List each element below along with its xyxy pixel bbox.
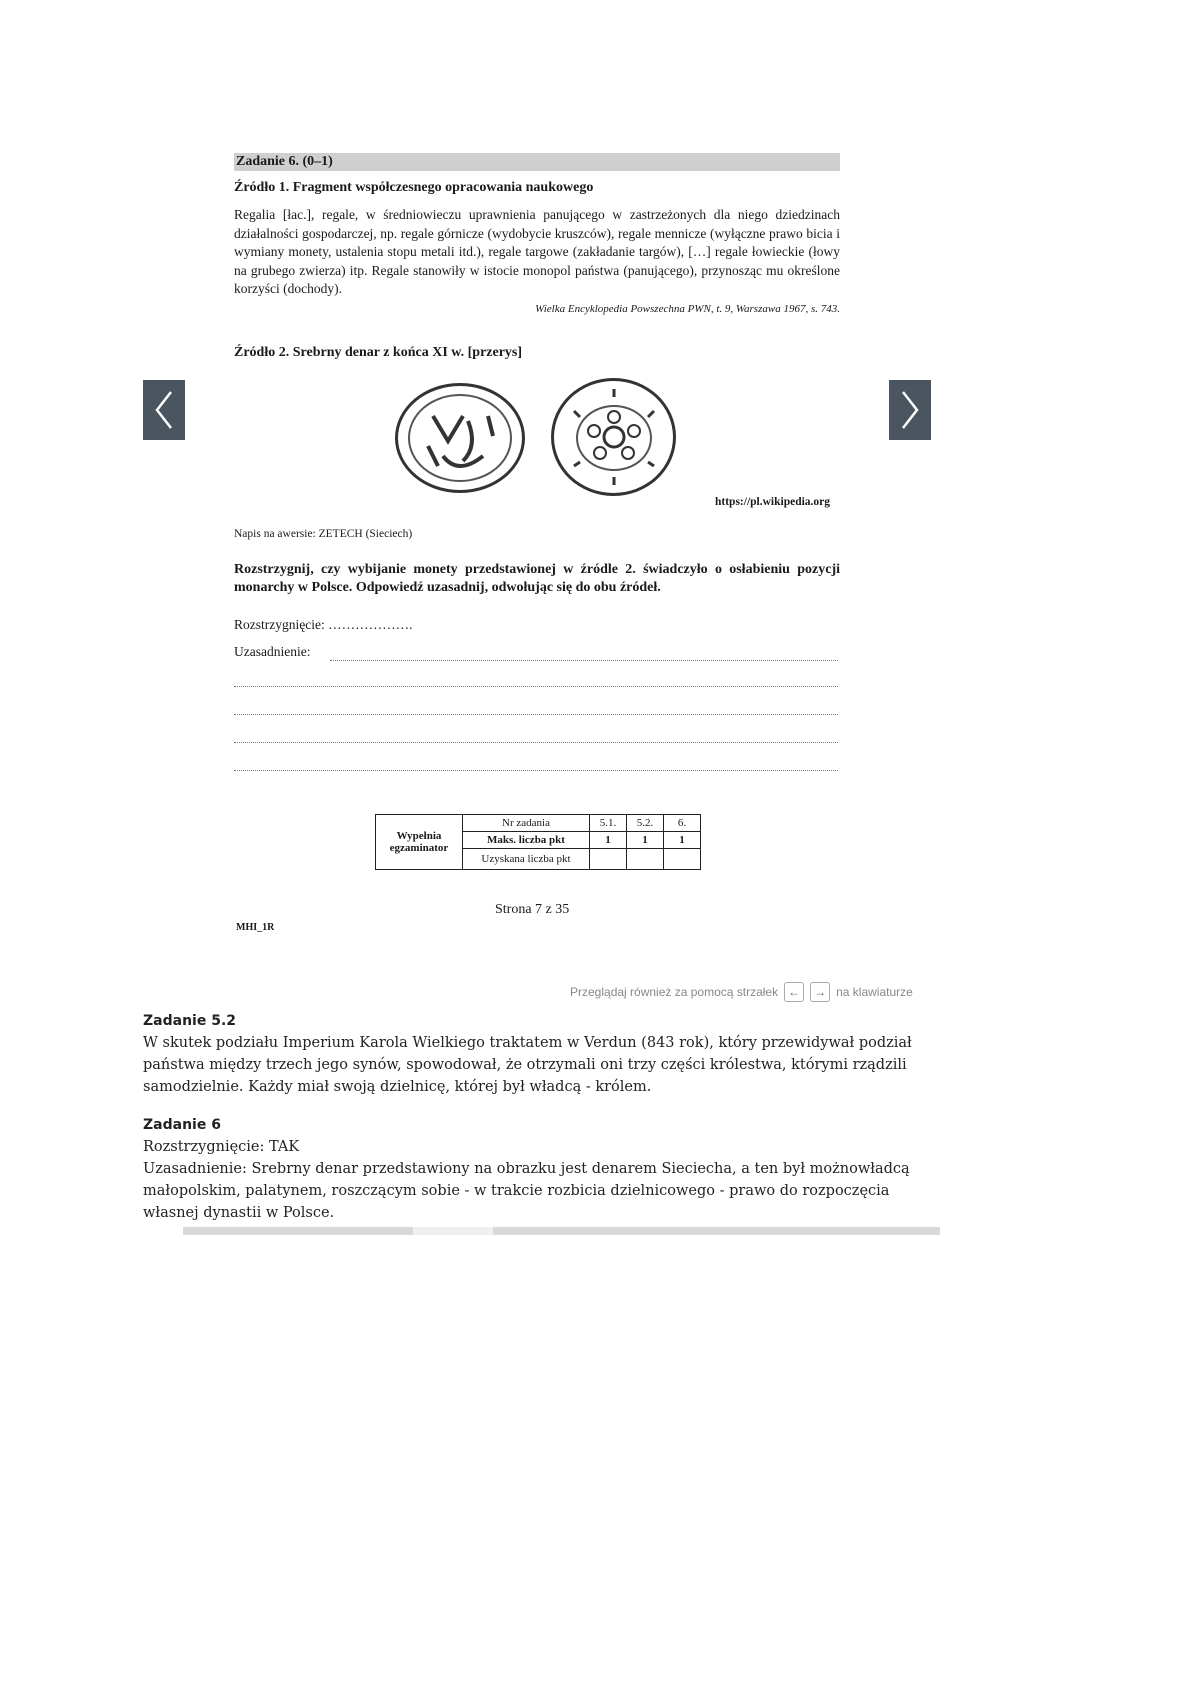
grader-got-cell xyxy=(664,849,701,870)
source1-text: Regalia [łac.], regale, w średniowieczu uprawnienia panującego w zastrzeżonych dla niego dziedzinach działalności gospodarczej, np. regale górnicze (wydobycie kruszców), regale mennicze (wyłączne prawo bicia i wymiany monety, ustalenia stopu metali itd.), regale targowe (zakładanie targów), […] regale łowieckie (łowy na grubego zwierza) itp. Regale stanowiły w istocie monopol państwa (panującego), przynosząc mu określone korzyści (dochody). xyxy=(234,207,840,296)
grader-fill-label: Wypełnia egzaminator xyxy=(376,815,463,870)
chevron-left-icon xyxy=(153,390,175,430)
chevron-right-icon xyxy=(899,390,921,430)
decision-label: Rozstrzygnięcie: ………………. xyxy=(234,617,413,632)
coin-obverse-image xyxy=(395,383,525,493)
prev-slide-button[interactable] xyxy=(143,380,185,440)
task6-text: Uzasadnienie: Srebrny denar przedstawiony na obrazku jest denarem Sieciecha, a ten był możnowładcą małopolskim, palatynem, roszczącym sobie - w trakcie rozbicia dzielnicowego - prawo do rozpoczęcia własnej dynastii w Polsce. xyxy=(143,1161,910,1221)
exam-code: MHI_1R xyxy=(236,922,275,933)
scrollbar-thumb[interactable] xyxy=(413,1227,493,1235)
grader-max-cell: 1 xyxy=(627,832,664,849)
answers-section xyxy=(143,1010,943,1224)
answer-line xyxy=(234,686,838,687)
answer-line xyxy=(234,770,838,771)
source2-url: https://pl.wikipedia.org xyxy=(715,496,831,508)
grader-table xyxy=(375,814,701,870)
grader-max-cell: 1 xyxy=(590,832,627,849)
coin-reverse-image xyxy=(551,378,676,496)
inscription-note: Napis na awersie: ZETECH (Sieciech) xyxy=(234,528,413,540)
task-question: Rozstrzygnij, czy wybijanie monety przedstawionej w źródle 2. świadczyło o osłabieniu pozycji monarchy w Polsce. Odpowiedź uzasadnij, odwołując się do obu źródeł. xyxy=(234,562,840,595)
page-number: Strona 7 z 35 xyxy=(495,902,570,917)
grader-row-got: Uzyskana liczba pkt xyxy=(463,849,590,870)
task52-text: W skutek podziału Imperium Karola Wielkiego traktatem w Verdun (843 rok), który przewidywał podział państwa między trzech jego synów, spowodował, że otrzymali oni trzy części królestwa, którymi rządzili samodzielnie. Każdy miał swoją dzielnicę, której był władcą - królem. xyxy=(143,1035,912,1095)
task6-heading: Zadanie 6 xyxy=(143,1117,221,1133)
coin-obverse-drawing xyxy=(398,386,522,490)
justification-label: Uzasadnienie: xyxy=(234,644,311,659)
source1-title: Źródło 1. Fragment współczesnego opracowania naukowego xyxy=(234,180,594,195)
hint-text-before: Przeglądaj również za pomocą strzałek xyxy=(570,985,779,999)
keyboard-hint xyxy=(570,982,913,1002)
grader-row-max: Maks. liczba pkt xyxy=(463,832,590,849)
source1-citation: Wielka Encyklopedia Powszechna PWN, t. 9, Warszawa 1967, s. 743. xyxy=(535,303,840,315)
task6-decision: Rozstrzygnięcie: TAK xyxy=(143,1139,300,1155)
grader-task-cell: 5.1. xyxy=(590,815,627,832)
hint-text-after: na klawiaturze xyxy=(836,985,913,999)
source2-title: Źródło 2. Srebrny denar z końca XI w. [przerys] xyxy=(234,345,523,360)
grader-task-cell: 6. xyxy=(664,815,701,832)
arrow-left-key-icon: ← xyxy=(784,982,804,1002)
answer-line xyxy=(234,742,838,743)
grader-got-cell xyxy=(627,849,664,870)
grader-row-task: Nr zadania xyxy=(463,815,590,832)
next-slide-button[interactable] xyxy=(889,380,931,440)
coin-reverse-drawing xyxy=(554,381,674,493)
answer-line xyxy=(234,714,838,715)
grader-task-cell: 5.2. xyxy=(627,815,664,832)
task-header: Zadanie 6. (0–1) xyxy=(234,153,840,171)
grader-got-cell xyxy=(590,849,627,870)
horizontal-scrollbar[interactable] xyxy=(183,1227,940,1235)
task52-heading: Zadanie 5.2 xyxy=(143,1013,237,1029)
grader-max-cell: 1 xyxy=(664,832,701,849)
arrow-right-key-icon: → xyxy=(810,982,830,1002)
answer-line xyxy=(330,660,838,661)
